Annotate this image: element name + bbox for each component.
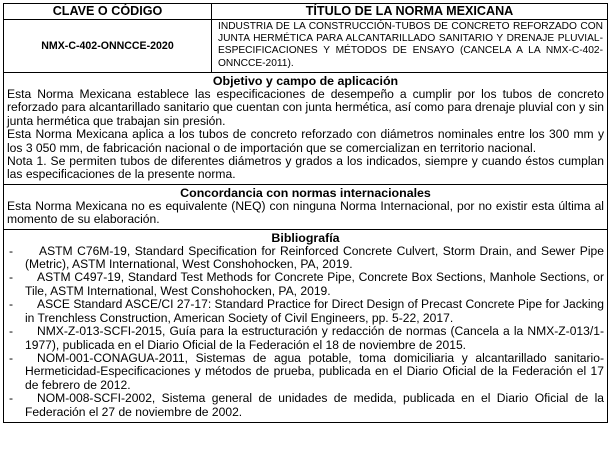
- objetivo-note: Nota 1. Se permiten tubos de diferentes diámetros y grados a los indicados, siempre y cuando éstos cumplan las especificaciones de la presente norma.: [7, 154, 604, 182]
- bullet-dash: -: [9, 350, 14, 365]
- bibliografia-entry: ASCE Standard ASCE/CI 27-17: Standard Practice for Direct Design of Precast Concrete Pipe for Jacking in Trenchless Construction, American Society of Civil Engineers, pp. 5-22, 2017.: [25, 297, 604, 325]
- norma-code: NMX-C-402-ONNCCE-2020: [4, 20, 212, 73]
- bibliografia-entry: NOM-001-CONAGUA-2011, Sistemas de agua potable, toma domiciliaria y alcantarillado sanitario-Hermeticidad-Especificaciones y métodos de prueba, publicada en el Diario Oficial de la Federación el 17 de febrero de 2012.: [25, 350, 604, 392]
- list-item: [7, 245, 604, 272]
- list-item: [7, 352, 604, 392]
- concordancia-section: [4, 184, 608, 229]
- bibliografia-entry: ASTM C497-19, Standard Test Methods for Concrete Pipe, Concrete Box Sections, Manhole Sections, or Tile, ASTM International, West Conshohocken, PA, 2019.: [25, 270, 604, 298]
- bullet-dash: -: [9, 391, 14, 406]
- bibliografia-list: [4, 245, 607, 422]
- list-item: [7, 325, 604, 352]
- bullet-dash: -: [9, 324, 14, 339]
- bibliografia-entry: ASTM C76M-19, Standard Specification for Reinforced Concrete Culvert, Storm Drain, and Sewer Pipe (Metric), ASTM International, West Conshohocken, PA, 2019.: [25, 243, 604, 272]
- bullet-dash: -: [9, 243, 14, 258]
- objetivo-section: [4, 73, 608, 185]
- header-row: [4, 4, 608, 20]
- concordancia-heading: Concordancia con normas internacionales: [180, 185, 431, 200]
- concordancia-body: [4, 200, 607, 229]
- bullet-dash: -: [9, 297, 14, 312]
- objetivo-heading: Objetivo y campo de aplicación: [212, 74, 399, 88]
- norma-document: [3, 3, 609, 423]
- objetivo-paragraph: Esta Norma Mexicana aplica a los tubos de concreto reforzado con diámetros nominales entre los 300 mm y los 3 050 mm, de fabricación nacional o de importación que se comercializan en territorio nacional.: [7, 127, 604, 155]
- bibliografia-section: [4, 229, 608, 422]
- header-title: TÍTULO DE LA NORMA MEXICANA: [212, 4, 608, 20]
- concordancia-text: Esta Norma Mexicana no es equivalente (NEQ) con ninguna Norma Internacional, por no existir esta última al momento de su elaboración.: [7, 198, 604, 227]
- bibliografia-entry: NMX-Z-013-SCFI-2015, Guía para la estructuración y redacción de normas (Cancela a la NMX-Z-013/1-1977), publicada en el Diario Oficial de la Federación el 18 de noviembre de 2015.: [25, 324, 604, 352]
- objetivo-paragraph: Esta Norma Mexicana establece las especificaciones de desempeño a cumplir por los tubos de concreto reforzado para alcantarillado sanitario que cuentan con junta hermética, así como para drenaje pluvial con y sin junta hermética que trabajan sin presión.: [7, 87, 604, 128]
- objetivo-body: [4, 88, 607, 184]
- bullet-dash: -: [9, 270, 14, 285]
- norma-table: [3, 3, 608, 423]
- list-item: [7, 271, 604, 298]
- norma-title: INDUSTRIA DE LA CONSTRUCCIÓN-TUBOS DE CONCRETO REFORZADO CON JUNTA HERMÉTICA PARA ALCANTARILLADO SANITARIO Y DRENAJE PLUVIAL-ESPECIFICACIONES Y MÉTODOS DE ENSAYO (CANCELA A LA NMX-C-402-ONNCCE-2011).: [212, 20, 608, 73]
- list-item: [7, 298, 604, 325]
- header-code: CLAVE O CÓDIGO: [4, 4, 212, 20]
- norma-row: [4, 20, 608, 73]
- bibliografia-entry: NOM-008-SCFI-2002, Sistema general de unidades de medida, publicada en el Diario Oficial de la Federación el 27 de noviembre de 2002.: [25, 391, 604, 419]
- bibliografia-heading: Bibliografía: [271, 230, 340, 245]
- list-item: [7, 392, 604, 419]
